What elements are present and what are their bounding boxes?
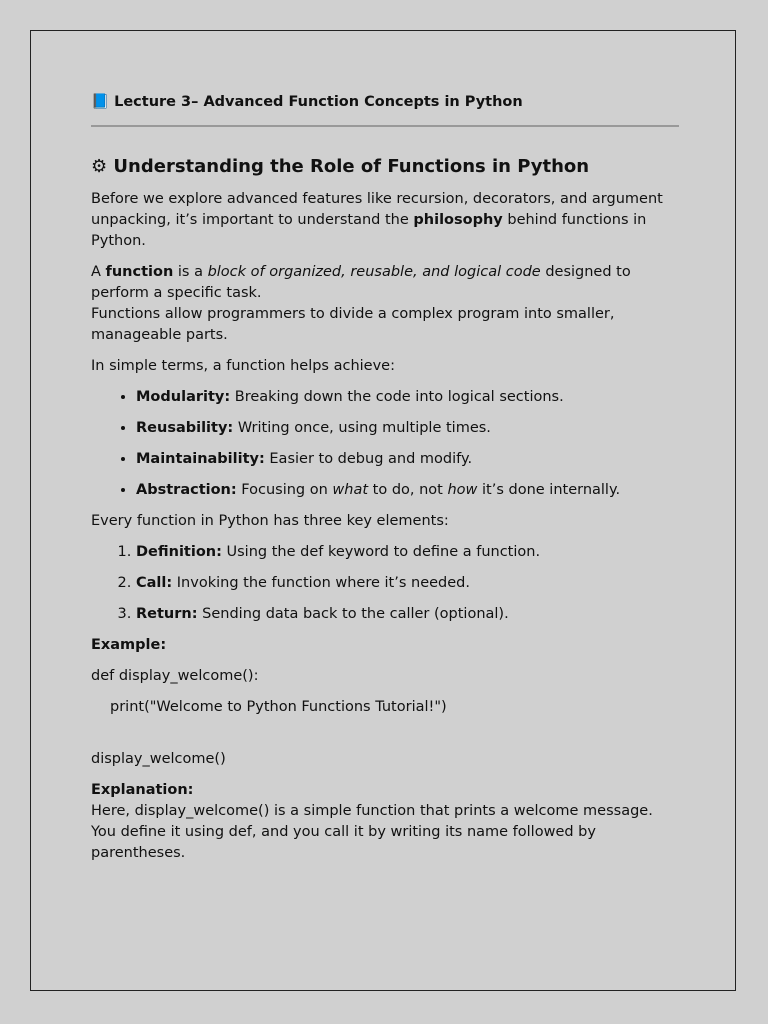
list-item [136, 573, 679, 594]
key-elements-list [91, 542, 679, 625]
benefit-label: Maintainability: [136, 451, 265, 467]
gear-icon: ⚙ [91, 156, 108, 177]
section-heading-text: Understanding the Role of Functions in Python [113, 156, 590, 177]
list-item [136, 604, 679, 625]
def-text-line2: Functions allow programmers to divide a complex program into smaller, manageable parts. [91, 306, 615, 343]
example-label-text: Example: [91, 637, 167, 653]
list-item [136, 449, 679, 470]
benefit-label: Abstraction: [136, 482, 237, 498]
intro-paragraph [91, 189, 679, 252]
section-heading [91, 155, 679, 179]
list-item [136, 387, 679, 408]
abstraction-italic-what: what [332, 482, 369, 498]
benefit-text: Breaking down the code into logical sections. [230, 389, 564, 405]
key-elements-intro: Every function in Python has three key elements: [91, 513, 449, 529]
abstraction-text-3: it’s done internally. [477, 482, 621, 498]
definition-paragraph [91, 262, 679, 346]
element-label: Return: [136, 606, 198, 622]
def-text-rest: designed to perform a specific task. [91, 264, 631, 301]
list-item [136, 542, 679, 563]
code-line-3: display_welcome() [91, 751, 226, 767]
simple-terms-paragraph: In simple terms, a function helps achieve: [91, 358, 395, 374]
divider [91, 125, 679, 127]
lecture-title: 📘 Lecture 3– Advanced Function Concepts in Python [91, 94, 523, 110]
list-item [136, 418, 679, 439]
abstraction-text-2: to do, not [368, 482, 448, 498]
def-text-is-a: is a [173, 264, 208, 280]
intro-text-2: behind functions in Python. [91, 212, 647, 249]
element-label: Definition: [136, 544, 222, 560]
element-text: Using the def keyword to define a function. [221, 544, 541, 560]
benefit-label: Reusability: [136, 420, 234, 436]
example-label [91, 635, 679, 656]
element-text: Sending data back to the caller (optional). [197, 606, 509, 622]
document-page [30, 30, 736, 991]
intro-bold: philosophy [413, 212, 503, 228]
explanation-paragraph [91, 780, 679, 864]
element-label: Call: [136, 575, 173, 591]
explanation-label: Explanation: [91, 782, 194, 798]
intro-text-1: Before we explore advanced features like recursion, decorators, and argument unpacking, it’s important to understand the [91, 191, 663, 228]
abstraction-text-1: Focusing on [236, 482, 333, 498]
code-line-1: def display_welcome(): [91, 668, 259, 684]
document-content [91, 91, 679, 874]
code-line-2: print("Welcome to Python Functions Tutorial!") [110, 699, 447, 715]
benefit-text: Writing once, using multiple times. [233, 420, 491, 436]
element-text: Invoking the function where it’s needed. [172, 575, 470, 591]
def-text-a: A [91, 264, 106, 280]
benefit-label: Modularity: [136, 389, 231, 405]
def-italic: block of organized, reusable, and logical code [207, 264, 541, 280]
def-bold-function: function [105, 264, 174, 280]
benefit-text: Easier to debug and modify. [264, 451, 473, 467]
benefits-list [91, 387, 679, 501]
code-blank-line [91, 728, 679, 749]
list-item [136, 480, 679, 501]
abstraction-italic-how: how [447, 482, 478, 498]
explanation-text: Here, display_welcome() is a simple function that prints a welcome message. You define it using def, and you call it by writing its name followed by parentheses. [91, 803, 653, 861]
